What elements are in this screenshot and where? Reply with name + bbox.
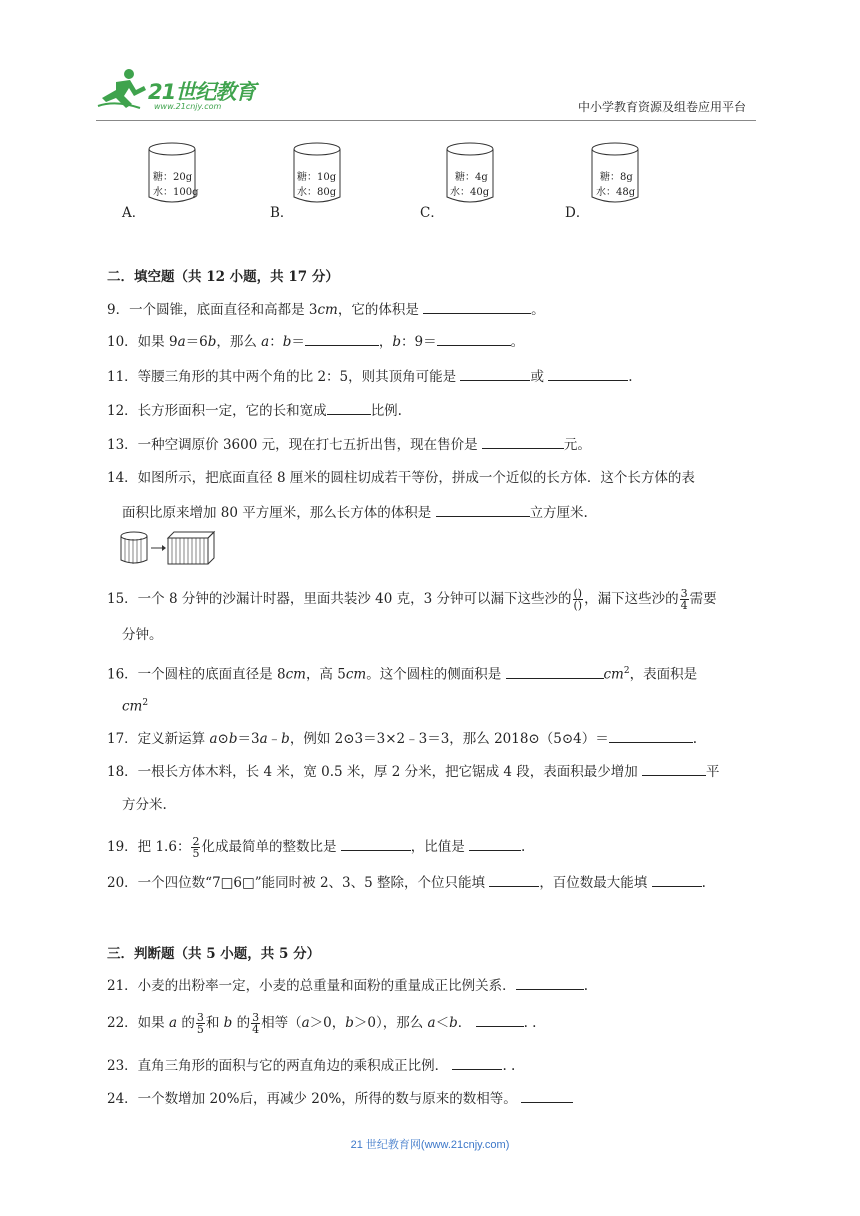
answer-blank[interactable] — [436, 503, 530, 517]
question-15-line2: 分钟。 — [122, 627, 163, 643]
answer-blank[interactable] — [506, 665, 604, 679]
answer-blank[interactable] — [476, 1013, 524, 1027]
section-3-title: 三．判断题（共 5 小题，共 5 分） — [107, 946, 321, 962]
answer-blank[interactable] — [305, 332, 379, 346]
question-19: 19．把 1.6： $\frac{2}{5}$ 化成最简单的整数比是 ，比值是 . — [107, 835, 526, 860]
question-9: 9．一个圆锥，底面直径和高都是 3cm，它的体积是 。 — [107, 302, 545, 318]
answer-blank[interactable] — [516, 976, 584, 990]
question-22: 22．如果 a 的 $\frac{3}{5}$ 和 b 的 $\frac{3}{4}$ 相等（a＞0，b＞0），那么 a＜b． . . — [107, 1011, 537, 1036]
logo-text: 21世纪教育 — [148, 80, 256, 104]
sugar-label: 糖：4g — [455, 172, 488, 183]
answer-blank[interactable] — [548, 367, 628, 381]
cylinder-to-cuboid-figure — [118, 528, 218, 568]
water-label: 水：40g — [450, 187, 490, 198]
answer-blank[interactable] — [609, 729, 693, 743]
sugar-label: 糖：10g — [297, 172, 337, 183]
option-label: C． — [420, 205, 444, 221]
answer-blank[interactable] — [521, 1089, 573, 1103]
sugar-label: 糖：20g — [153, 172, 193, 183]
question-24: 24．一个数增加 20%后，再减少 20%，所得的数与原来的数相等。 — [107, 1089, 573, 1108]
fraction: $\frac{3}{4}$ — [252, 1011, 260, 1036]
water-label: 水：100g — [153, 187, 199, 198]
question-14-line1: 14．如图所示，把底面直径 8 厘米的圆柱切成若干等份，拼成一个近似的长方体．这个长方体的表 — [107, 470, 695, 486]
question-16: 16．一个圆柱的底面直径是 8cm，高 5cm。这个圆柱的侧面积是 $cm^2$，表面积是 — [107, 666, 698, 683]
section-2-title: 二．填空题（共 12 小题，共 17 分） — [107, 269, 339, 285]
runner-logo-icon — [96, 66, 150, 112]
question-11: 11．等腰三角形的其中两个角的比 2：5，则其顶角可能是 或 . — [107, 369, 633, 385]
question-12: 12．长方形面积一定，它的长和宽成 比例. — [107, 403, 402, 419]
answer-blank[interactable] — [652, 873, 702, 887]
question-20: 20．一个四位数“7□6□”能同时被 2、3、5 整除，个位只能填 ，百位数最大能填 . — [107, 875, 706, 891]
question-15: 15．一个 8 分钟的沙漏计时器，里面共装沙 40 克，3 分钟可以漏下这些沙的 $\frac{()}{()}$ ，漏下这些沙的 $\frac{3}{4}$ 需要 — [107, 587, 717, 612]
logo-url: www.21cnjy.com — [154, 102, 222, 111]
answer-blank[interactable] — [482, 435, 564, 449]
fraction: $\frac{()}{()}$ — [573, 587, 583, 612]
sugar-label: 糖：8g — [600, 172, 633, 183]
answer-blank[interactable] — [469, 837, 521, 851]
answer-blank[interactable] — [460, 367, 530, 381]
answer-blank[interactable] — [452, 1056, 502, 1070]
footer-link[interactable]: 21 世纪教育网(www.21cnjy.com) — [350, 1139, 510, 1151]
answer-blank[interactable] — [341, 837, 411, 851]
answer-blank[interactable] — [642, 762, 706, 776]
answer-blank[interactable] — [327, 401, 371, 415]
answer-blank[interactable] — [423, 300, 531, 314]
question-14-line2: 面积比原来增加 80 平方厘米，那么长方体的体积是 立方厘米. — [122, 505, 588, 521]
question-17: 17．定义新运算 a⊙b＝3a﹣b，例如 2⊙3＝3×2﹣3＝3，那么 2018⊙（5⊙4）＝ . — [107, 731, 698, 747]
water-label: 水：48g — [596, 187, 636, 198]
water-label: 水：80g — [297, 187, 337, 198]
question-16-line2: $cm^2$ — [122, 698, 149, 715]
question-23: 23．直角三角形的面积与它的两直角边的乘积成正比例． . . — [107, 1058, 516, 1074]
question-13: 13．一种空调原价 3600 元，现在打七五折出售，现在售价是 元。 — [107, 437, 591, 453]
fraction: $\frac{3}{5}$ — [196, 1011, 204, 1036]
answer-blank[interactable] — [489, 873, 539, 887]
fraction: $\frac{3}{4}$ — [680, 587, 688, 612]
option-label: A． — [122, 205, 146, 221]
option-label: B． — [270, 205, 294, 221]
platform-label: 中小学教育资源及组卷应用平台 — [578, 100, 747, 114]
fraction: $\frac{2}{5}$ — [192, 835, 200, 860]
question-18-line2: 方分米. — [122, 797, 167, 813]
question-21: 21．小麦的出粉率一定，小麦的总重量和面粉的重量成正比例关系． . — [107, 978, 588, 994]
question-10: 10．如果 9a＝6b，那么 a：b＝ ，b：9＝ 。 — [107, 334, 525, 350]
option-label: D． — [565, 205, 590, 221]
answer-blank[interactable] — [437, 332, 511, 346]
logo — [96, 66, 266, 116]
header-rule — [96, 120, 756, 121]
question-18: 18．一根长方体木料，长 4 米，宽 0.5 米，厚 2 分米，把它锯成 4 段，表面积最少增加 平 — [107, 764, 720, 780]
